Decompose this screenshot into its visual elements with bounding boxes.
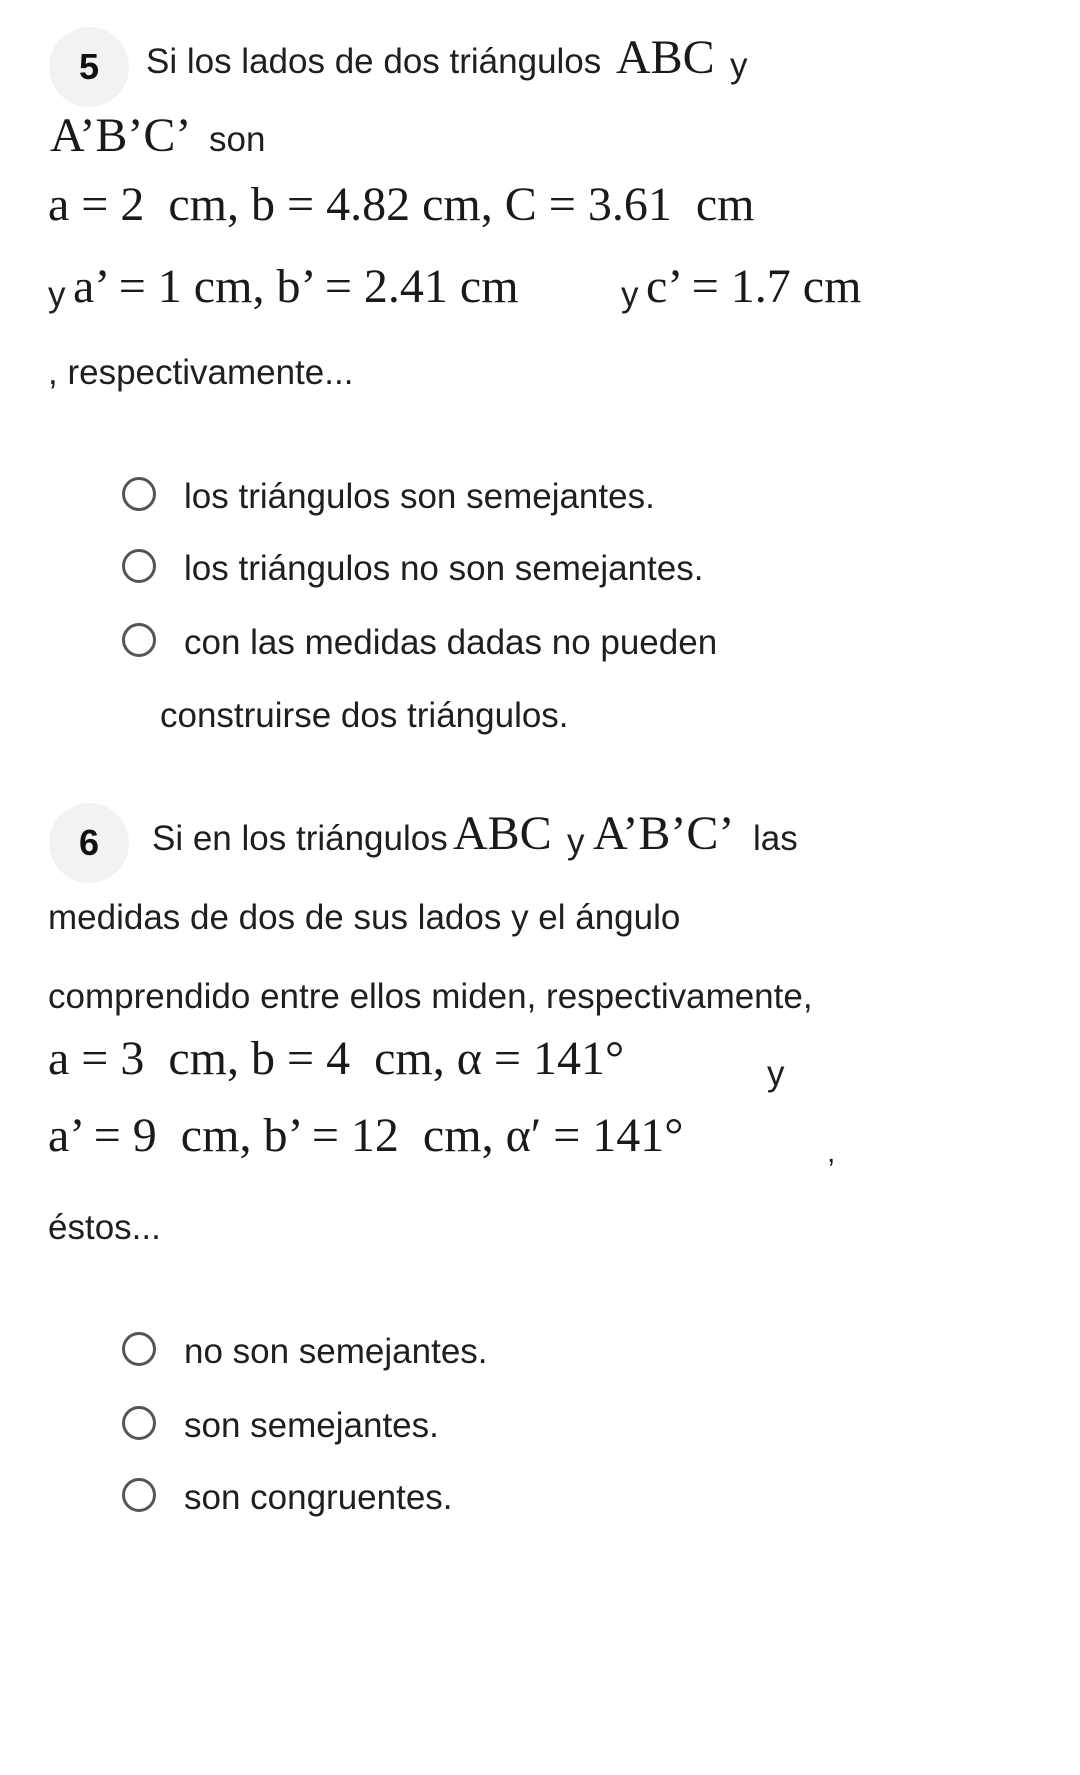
question-text: y <box>730 46 748 85</box>
answer-option-label[interactable]: no son semejantes. <box>184 1332 488 1371</box>
radio-button[interactable] <box>122 549 156 583</box>
question-number-badge <box>49 803 129 883</box>
radio-button[interactable] <box>122 477 156 511</box>
answer-option-label-continued[interactable]: construirse dos triángulos. <box>160 696 569 735</box>
question-text: son <box>209 120 266 159</box>
question-text: las <box>753 819 798 858</box>
answer-option-label[interactable]: los triángulos son semejantes. <box>184 477 655 516</box>
question-text: y <box>567 822 585 861</box>
question-number: 5 <box>78 46 100 87</box>
math-expression: a = 2 cm, b = 4.82 cm, C = 3.61 cm <box>48 178 755 231</box>
math-expression: a’ = 1 cm, b’ = 2.41 cm <box>73 260 519 313</box>
math-expression: ABC <box>616 31 715 84</box>
math-expression: c’ = 1.7 cm <box>646 260 862 313</box>
math-expression: ABC <box>453 807 552 860</box>
radio-button[interactable] <box>122 623 156 657</box>
question-text: y <box>621 275 639 314</box>
radio-button[interactable] <box>122 1478 156 1512</box>
question-number-badge <box>49 27 129 107</box>
question-text: , respectivamente... <box>48 353 354 392</box>
math-expression: A’B’C’ <box>50 109 192 162</box>
question-text: y <box>767 1054 785 1093</box>
question-text: medidas de dos de sus lados y el ángulo <box>48 898 681 937</box>
math-expression: a = 3 cm, b = 4 cm, α = 141° <box>48 1032 625 1085</box>
answer-option-label[interactable]: son semejantes. <box>184 1406 439 1445</box>
math-expression: a’ = 9 cm, b’ = 12 cm, α′ = 141° <box>48 1109 684 1162</box>
question-text: y <box>48 275 66 314</box>
question-text: , <box>827 1136 836 1169</box>
question-text: Si los lados de dos triángulos <box>146 42 602 81</box>
question-text: comprendido entre ellos miden, respectivamente, <box>48 977 813 1016</box>
math-expression: A’B’C’ <box>593 807 735 860</box>
answer-option-label[interactable]: son congruentes. <box>184 1478 453 1517</box>
answer-option-label[interactable]: los triángulos no son semejantes. <box>184 549 704 588</box>
question-number: 6 <box>78 822 100 863</box>
question-text: éstos... <box>48 1208 161 1247</box>
radio-button[interactable] <box>122 1332 156 1366</box>
question-text: Si en los triángulos <box>152 819 448 858</box>
answer-option-label[interactable]: con las medidas dadas no pueden <box>184 623 718 662</box>
radio-button[interactable] <box>122 1406 156 1440</box>
